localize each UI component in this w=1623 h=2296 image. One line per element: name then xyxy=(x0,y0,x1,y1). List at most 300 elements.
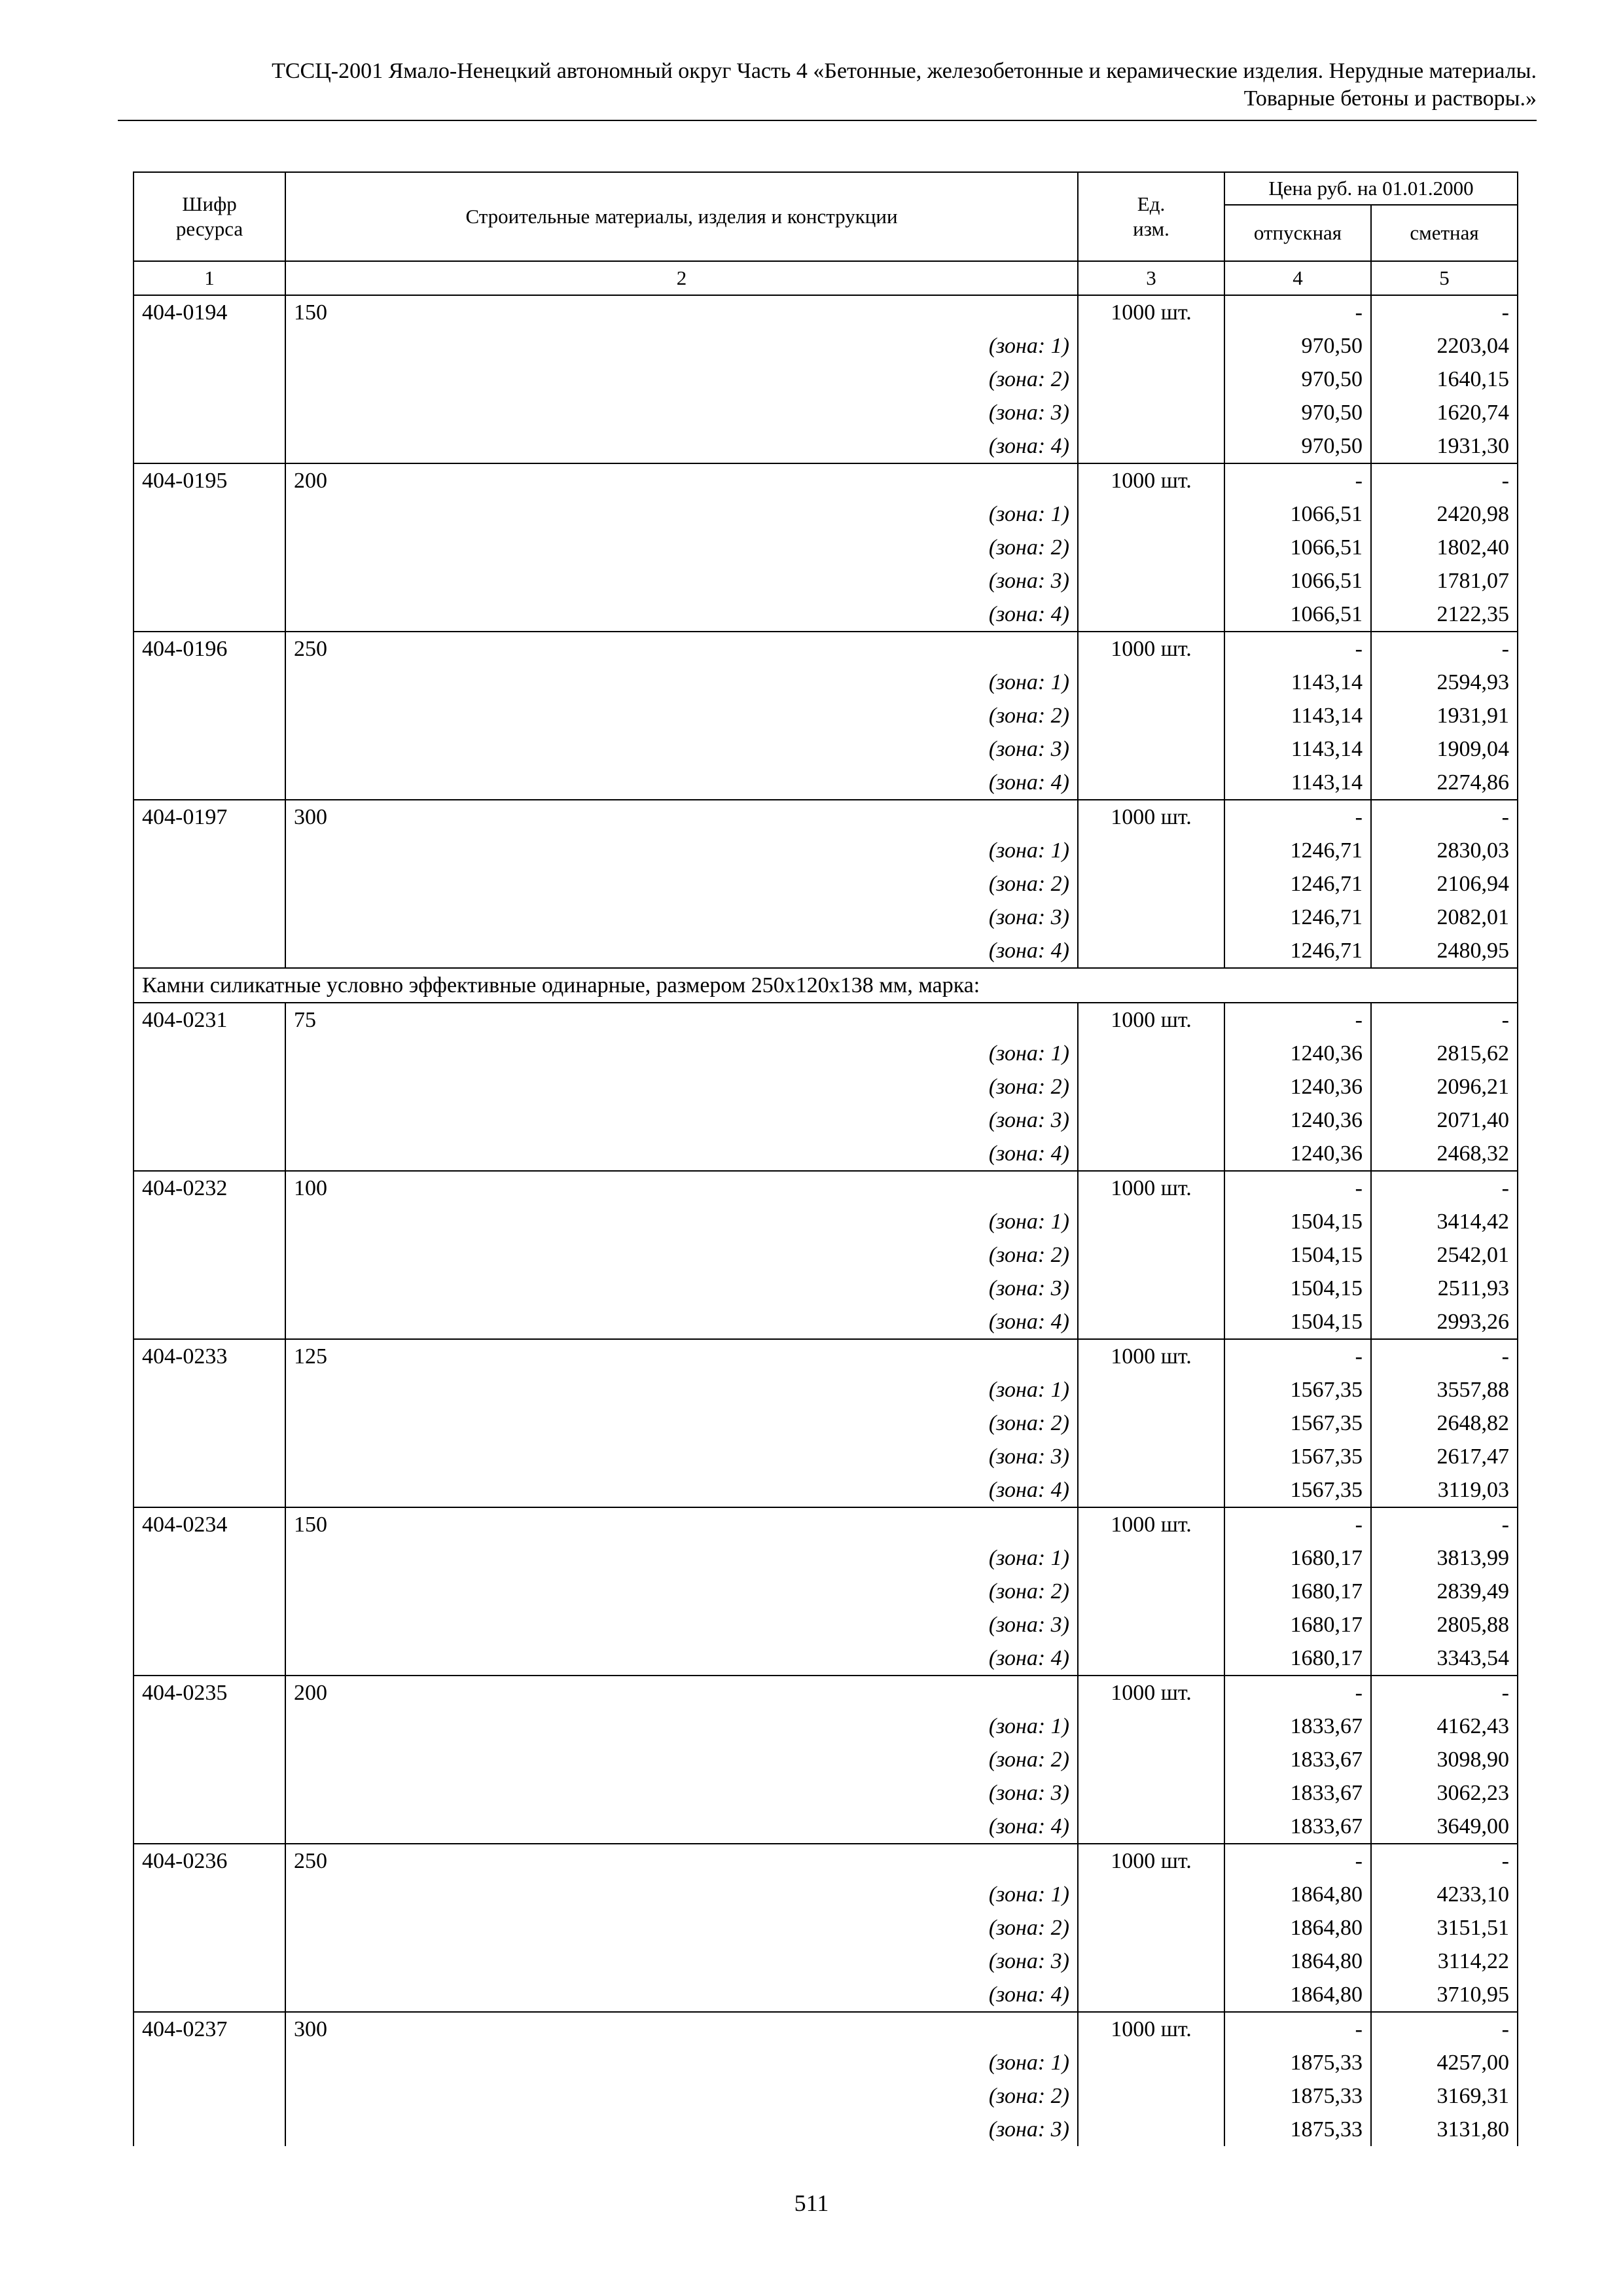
zone-release-price: 1680,17 xyxy=(1224,1641,1371,1676)
release-price: - xyxy=(1224,463,1371,497)
zone-release-price: 1567,35 xyxy=(1224,1440,1371,1473)
zone-row xyxy=(134,429,1518,463)
header-line-1: ТССЦ-2001 Ямало-Ненецкий автономный округ Часть 4 «Бетонные, железобетонные и керамические изделия. Нерудные материалы. xyxy=(272,59,1537,83)
table-row xyxy=(134,1507,1518,1541)
material-name: 200 xyxy=(285,463,1078,497)
zone-label: (зона: 4) xyxy=(285,934,1078,968)
empty-code-cell xyxy=(134,1911,285,1945)
empty-unit-cell xyxy=(1078,497,1224,531)
estimate-price: - xyxy=(1371,463,1518,497)
zone-estimate-price: 2480,95 xyxy=(1371,934,1518,968)
empty-unit-cell xyxy=(1078,564,1224,598)
zone-row xyxy=(134,1373,1518,1407)
zone-release-price: 1143,14 xyxy=(1224,766,1371,800)
empty-unit-cell xyxy=(1078,699,1224,732)
empty-code-cell xyxy=(134,901,285,934)
col-header-unit-line1: Ед. xyxy=(1137,192,1166,215)
unit-of-measure: 1000 шт. xyxy=(1078,1003,1224,1037)
unit-of-measure: 1000 шт. xyxy=(1078,2012,1224,2046)
empty-code-cell xyxy=(134,834,285,867)
zone-release-price: 1240,36 xyxy=(1224,1103,1371,1137)
table-row xyxy=(134,2012,1518,2046)
zone-label: (зона: 3) xyxy=(285,1272,1078,1305)
zone-row xyxy=(134,1103,1518,1137)
estimate-price: - xyxy=(1371,632,1518,666)
empty-unit-cell xyxy=(1078,396,1224,429)
empty-unit-cell xyxy=(1078,2113,1224,2146)
material-name: 75 xyxy=(285,1003,1078,1037)
col-header-release-price: отпускная xyxy=(1224,205,1371,261)
zone-estimate-price: 2511,93 xyxy=(1371,1272,1518,1305)
zone-estimate-price: 2274,86 xyxy=(1371,766,1518,800)
zone-label: (зона: 2) xyxy=(285,363,1078,396)
empty-unit-cell xyxy=(1078,1272,1224,1305)
zone-estimate-price: 1909,04 xyxy=(1371,732,1518,766)
zone-estimate-price: 2106,94 xyxy=(1371,867,1518,901)
empty-unit-cell xyxy=(1078,363,1224,396)
resource-code: 404-0231 xyxy=(134,1003,285,1037)
col-header-unit-line2: изм. xyxy=(1133,217,1169,240)
resource-code: 404-0194 xyxy=(134,295,285,329)
empty-code-cell xyxy=(134,1238,285,1272)
zone-estimate-price: 2617,47 xyxy=(1371,1440,1518,1473)
empty-unit-cell xyxy=(1078,666,1224,699)
zone-row xyxy=(134,1575,1518,1608)
empty-unit-cell xyxy=(1078,1776,1224,1810)
material-name: 250 xyxy=(285,632,1078,666)
empty-unit-cell xyxy=(1078,867,1224,901)
zone-label: (зона: 1) xyxy=(285,1205,1078,1238)
zone-label: (зона: 3) xyxy=(285,1608,1078,1641)
empty-unit-cell xyxy=(1078,1575,1224,1608)
zone-row xyxy=(134,531,1518,564)
empty-unit-cell xyxy=(1078,1205,1224,1238)
zone-release-price: 1066,51 xyxy=(1224,564,1371,598)
empty-code-cell xyxy=(134,329,285,363)
zone-estimate-price: 2542,01 xyxy=(1371,1238,1518,1272)
release-price: - xyxy=(1224,800,1371,834)
empty-code-cell xyxy=(134,1878,285,1911)
zone-release-price: 1504,15 xyxy=(1224,1205,1371,1238)
release-price: - xyxy=(1224,1676,1371,1710)
empty-unit-cell xyxy=(1078,901,1224,934)
zone-label: (зона: 1) xyxy=(285,329,1078,363)
empty-unit-cell xyxy=(1078,1878,1224,1911)
empty-code-cell xyxy=(134,1710,285,1743)
zone-label: (зона: 3) xyxy=(285,2113,1078,2146)
empty-code-cell xyxy=(134,766,285,800)
unit-of-measure: 1000 шт. xyxy=(1078,463,1224,497)
table-row xyxy=(134,295,1518,329)
material-name: 300 xyxy=(285,800,1078,834)
table-row xyxy=(134,1339,1518,1373)
zone-estimate-price: 3813,99 xyxy=(1371,1541,1518,1575)
release-price: - xyxy=(1224,1003,1371,1037)
estimate-price: - xyxy=(1371,1171,1518,1205)
zone-estimate-price: 3131,80 xyxy=(1371,2113,1518,2146)
zone-row xyxy=(134,699,1518,732)
zone-estimate-price: 3098,90 xyxy=(1371,1743,1518,1776)
zone-row xyxy=(134,564,1518,598)
unit-of-measure: 1000 шт. xyxy=(1078,800,1224,834)
unit-of-measure: 1000 шт. xyxy=(1078,1844,1224,1878)
empty-unit-cell xyxy=(1078,732,1224,766)
zone-row xyxy=(134,1978,1518,2012)
zone-row xyxy=(134,1878,1518,1911)
zone-release-price: 1143,14 xyxy=(1224,666,1371,699)
zone-row xyxy=(134,1776,1518,1810)
zone-release-price: 1864,80 xyxy=(1224,1945,1371,1978)
zone-release-price: 1864,80 xyxy=(1224,1911,1371,1945)
empty-unit-cell xyxy=(1078,1407,1224,1440)
release-price: - xyxy=(1224,632,1371,666)
empty-code-cell xyxy=(134,1575,285,1608)
zone-label: (зона: 1) xyxy=(285,1710,1078,1743)
zone-release-price: 1833,67 xyxy=(1224,1710,1371,1743)
resource-code: 404-0234 xyxy=(134,1507,285,1541)
col-header-code-line1: Шифр xyxy=(182,192,237,215)
material-name: 125 xyxy=(285,1339,1078,1373)
material-name: 300 xyxy=(285,2012,1078,2046)
zone-estimate-price: 2805,88 xyxy=(1371,1608,1518,1641)
release-price: - xyxy=(1224,1844,1371,1878)
zone-label: (зона: 2) xyxy=(285,1911,1078,1945)
table-body-group-a xyxy=(134,295,1518,968)
zone-row xyxy=(134,1608,1518,1641)
empty-code-cell xyxy=(134,1541,285,1575)
resource-code: 404-0237 xyxy=(134,2012,285,2046)
zone-estimate-price: 1931,30 xyxy=(1371,429,1518,463)
table-row xyxy=(134,632,1518,666)
zone-label: (зона: 4) xyxy=(285,598,1078,632)
zone-estimate-price: 3557,88 xyxy=(1371,1373,1518,1407)
empty-code-cell xyxy=(134,1608,285,1641)
col-number-1: 1 xyxy=(134,261,285,295)
zone-label: (зона: 1) xyxy=(285,1037,1078,1070)
empty-code-cell xyxy=(134,1373,285,1407)
section-heading: Камни силикатные условно эффективные одинарные, размером 250х120х138 мм, марка: xyxy=(134,968,1518,1003)
empty-code-cell xyxy=(134,1440,285,1473)
empty-code-cell xyxy=(134,1272,285,1305)
zone-row xyxy=(134,598,1518,632)
empty-unit-cell xyxy=(1078,1945,1224,1978)
zone-row xyxy=(134,834,1518,867)
zone-label: (зона: 4) xyxy=(285,1305,1078,1339)
empty-code-cell xyxy=(134,1641,285,1676)
price-table xyxy=(133,171,1518,2146)
col-header-estimate-price: сметная xyxy=(1371,205,1518,261)
estimate-price: - xyxy=(1371,1844,1518,1878)
empty-code-cell xyxy=(134,1810,285,1844)
empty-unit-cell xyxy=(1078,2079,1224,2113)
col-number-2: 2 xyxy=(285,261,1078,295)
zone-estimate-price: 3710,95 xyxy=(1371,1978,1518,2012)
zone-release-price: 1066,51 xyxy=(1224,531,1371,564)
material-name: 150 xyxy=(285,295,1078,329)
empty-code-cell xyxy=(134,429,285,463)
page-number: 511 xyxy=(794,2190,829,2216)
zone-release-price: 1504,15 xyxy=(1224,1238,1371,1272)
zone-estimate-price: 2648,82 xyxy=(1371,1407,1518,1440)
zone-row xyxy=(134,732,1518,766)
zone-label: (зона: 1) xyxy=(285,834,1078,867)
zone-estimate-price: 2203,04 xyxy=(1371,329,1518,363)
col-header-name: Строительные материалы, изделия и конструкции xyxy=(285,172,1078,261)
zone-release-price: 1066,51 xyxy=(1224,598,1371,632)
zone-row xyxy=(134,1407,1518,1440)
empty-unit-cell xyxy=(1078,598,1224,632)
zone-release-price: 1875,33 xyxy=(1224,2079,1371,2113)
zone-estimate-price: 1640,15 xyxy=(1371,363,1518,396)
empty-unit-cell xyxy=(1078,766,1224,800)
zone-label: (зона: 3) xyxy=(285,1945,1078,1978)
empty-unit-cell xyxy=(1078,1608,1224,1641)
table-row xyxy=(134,463,1518,497)
zone-release-price: 1240,36 xyxy=(1224,1137,1371,1171)
zone-release-price: 1240,36 xyxy=(1224,1037,1371,1070)
table-row xyxy=(134,1003,1518,1037)
resource-code: 404-0236 xyxy=(134,1844,285,1878)
release-price: - xyxy=(1224,1339,1371,1373)
zone-label: (зона: 2) xyxy=(285,1575,1078,1608)
empty-unit-cell xyxy=(1078,1305,1224,1339)
empty-code-cell xyxy=(134,867,285,901)
unit-of-measure: 1000 шт. xyxy=(1078,1676,1224,1710)
zone-estimate-price: 4162,43 xyxy=(1371,1710,1518,1743)
zone-label: (зона: 3) xyxy=(285,564,1078,598)
empty-unit-cell xyxy=(1078,1710,1224,1743)
zone-release-price: 1864,80 xyxy=(1224,1978,1371,2012)
release-price: - xyxy=(1224,1507,1371,1541)
empty-code-cell xyxy=(134,1978,285,2012)
zone-estimate-price: 2122,35 xyxy=(1371,598,1518,632)
zone-label: (зона: 4) xyxy=(285,1137,1078,1171)
unit-of-measure: 1000 шт. xyxy=(1078,1339,1224,1373)
zone-estimate-price: 1802,40 xyxy=(1371,531,1518,564)
zone-row xyxy=(134,1070,1518,1103)
empty-unit-cell xyxy=(1078,934,1224,968)
zone-row xyxy=(134,2079,1518,2113)
resource-code: 404-0235 xyxy=(134,1676,285,1710)
zone-label: (зона: 2) xyxy=(285,1743,1078,1776)
empty-code-cell xyxy=(134,598,285,632)
zone-row xyxy=(134,329,1518,363)
empty-unit-cell xyxy=(1078,531,1224,564)
zone-estimate-price: 2420,98 xyxy=(1371,497,1518,531)
empty-unit-cell xyxy=(1078,1440,1224,1473)
empty-code-cell xyxy=(134,1070,285,1103)
zone-estimate-price: 2082,01 xyxy=(1371,901,1518,934)
table-row xyxy=(134,1676,1518,1710)
zone-row xyxy=(134,1911,1518,1945)
zone-release-price: 1680,17 xyxy=(1224,1608,1371,1641)
zone-label: (зона: 3) xyxy=(285,1776,1078,1810)
zone-estimate-price: 3649,00 xyxy=(1371,1810,1518,1844)
zone-release-price: 1240,36 xyxy=(1224,1070,1371,1103)
material-name: 150 xyxy=(285,1507,1078,1541)
zone-estimate-price: 2815,62 xyxy=(1371,1037,1518,1070)
zone-estimate-price: 3114,22 xyxy=(1371,1945,1518,1978)
zone-release-price: 1875,33 xyxy=(1224,2113,1371,2146)
zone-label: (зона: 4) xyxy=(285,429,1078,463)
zone-label: (зона: 3) xyxy=(285,732,1078,766)
zone-estimate-price: 3169,31 xyxy=(1371,2079,1518,2113)
zone-release-price: 970,50 xyxy=(1224,396,1371,429)
unit-of-measure: 1000 шт. xyxy=(1078,632,1224,666)
unit-of-measure: 1000 шт. xyxy=(1078,1507,1224,1541)
estimate-price: - xyxy=(1371,800,1518,834)
zone-label: (зона: 4) xyxy=(285,1978,1078,2012)
resource-code: 404-0233 xyxy=(134,1339,285,1373)
zone-label: (зона: 2) xyxy=(285,867,1078,901)
zone-label: (зона: 4) xyxy=(285,1810,1078,1844)
zone-estimate-price: 2993,26 xyxy=(1371,1305,1518,1339)
empty-code-cell xyxy=(134,2046,285,2079)
zone-release-price: 1833,67 xyxy=(1224,1743,1371,1776)
zone-label: (зона: 2) xyxy=(285,1070,1078,1103)
zone-release-price: 1875,33 xyxy=(1224,2046,1371,2079)
col-header-code xyxy=(134,172,285,261)
material-name: 200 xyxy=(285,1676,1078,1710)
material-name: 250 xyxy=(285,1844,1078,1878)
zone-label: (зона: 2) xyxy=(285,1238,1078,1272)
empty-unit-cell xyxy=(1078,1810,1224,1844)
col-number-5: 5 xyxy=(1371,261,1518,295)
zone-row xyxy=(134,1710,1518,1743)
table-row xyxy=(134,1171,1518,1205)
empty-code-cell xyxy=(134,1205,285,1238)
zone-row xyxy=(134,2113,1518,2146)
zone-estimate-price: 3343,54 xyxy=(1371,1641,1518,1676)
zone-estimate-price: 3414,42 xyxy=(1371,1205,1518,1238)
zone-row xyxy=(134,1137,1518,1171)
empty-code-cell xyxy=(134,396,285,429)
empty-unit-cell xyxy=(1078,2046,1224,2079)
zone-release-price: 1246,71 xyxy=(1224,834,1371,867)
zone-row xyxy=(134,867,1518,901)
empty-unit-cell xyxy=(1078,1473,1224,1507)
zone-release-price: 970,50 xyxy=(1224,363,1371,396)
empty-unit-cell xyxy=(1078,834,1224,867)
zone-label: (зона: 3) xyxy=(285,1440,1078,1473)
zone-release-price: 1864,80 xyxy=(1224,1878,1371,1911)
estimate-price: - xyxy=(1371,1339,1518,1373)
release-price: - xyxy=(1224,1171,1371,1205)
zone-label: (зона: 3) xyxy=(285,1103,1078,1137)
resource-code: 404-0232 xyxy=(134,1171,285,1205)
empty-code-cell xyxy=(134,1103,285,1137)
empty-code-cell xyxy=(134,699,285,732)
zone-release-price: 1246,71 xyxy=(1224,934,1371,968)
zone-row xyxy=(134,1037,1518,1070)
zone-release-price: 1246,71 xyxy=(1224,867,1371,901)
empty-unit-cell xyxy=(1078,1641,1224,1676)
zone-estimate-price: 1781,07 xyxy=(1371,564,1518,598)
empty-code-cell xyxy=(134,1407,285,1440)
material-name: 100 xyxy=(285,1171,1078,1205)
zone-release-price: 970,50 xyxy=(1224,329,1371,363)
zone-release-price: 1567,35 xyxy=(1224,1373,1371,1407)
empty-code-cell xyxy=(134,1743,285,1776)
empty-code-cell xyxy=(134,666,285,699)
empty-code-cell xyxy=(134,497,285,531)
empty-code-cell xyxy=(134,732,285,766)
zone-release-price: 1680,17 xyxy=(1224,1575,1371,1608)
empty-unit-cell xyxy=(1078,1238,1224,1272)
resource-code: 404-0197 xyxy=(134,800,285,834)
empty-code-cell xyxy=(134,1945,285,1978)
estimate-price: - xyxy=(1371,1507,1518,1541)
empty-unit-cell xyxy=(1078,1373,1224,1407)
empty-unit-cell xyxy=(1078,1137,1224,1171)
zone-row xyxy=(134,396,1518,429)
empty-code-cell xyxy=(134,1037,285,1070)
zone-row xyxy=(134,901,1518,934)
estimate-price: - xyxy=(1371,1003,1518,1037)
zone-release-price: 1246,71 xyxy=(1224,901,1371,934)
zone-release-price: 1833,67 xyxy=(1224,1776,1371,1810)
estimate-price: - xyxy=(1371,1676,1518,1710)
zone-label: (зона: 1) xyxy=(285,2046,1078,2079)
empty-code-cell xyxy=(134,2113,285,2146)
zone-label: (зона: 3) xyxy=(285,901,1078,934)
zone-row xyxy=(134,1305,1518,1339)
zone-label: (зона: 1) xyxy=(285,666,1078,699)
zone-label: (зона: 2) xyxy=(285,1407,1078,1440)
zone-estimate-price: 2839,49 xyxy=(1371,1575,1518,1608)
zone-label: (зона: 4) xyxy=(285,1641,1078,1676)
col-header-unit xyxy=(1078,172,1224,261)
empty-code-cell xyxy=(134,934,285,968)
zone-label: (зона: 2) xyxy=(285,2079,1078,2113)
empty-unit-cell xyxy=(1078,1978,1224,2012)
zone-estimate-price: 3151,51 xyxy=(1371,1911,1518,1945)
zone-estimate-price: 3119,03 xyxy=(1371,1473,1518,1507)
zone-estimate-price: 4257,00 xyxy=(1371,2046,1518,2079)
zone-estimate-price: 2096,21 xyxy=(1371,1070,1518,1103)
zone-estimate-price: 1620,74 xyxy=(1371,396,1518,429)
zone-row xyxy=(134,1641,1518,1676)
header-rule xyxy=(118,120,1537,121)
zone-release-price: 1833,67 xyxy=(1224,1810,1371,1844)
estimate-price: - xyxy=(1371,295,1518,329)
empty-unit-cell xyxy=(1078,1541,1224,1575)
zone-row xyxy=(134,1440,1518,1473)
zone-release-price: 1567,35 xyxy=(1224,1407,1371,1440)
zone-label: (зона: 2) xyxy=(285,699,1078,732)
zone-row xyxy=(134,1238,1518,1272)
zone-row xyxy=(134,666,1518,699)
zone-label: (зона: 4) xyxy=(285,1473,1078,1507)
zone-row xyxy=(134,1541,1518,1575)
zone-estimate-price: 3062,23 xyxy=(1371,1776,1518,1810)
zone-label: (зона: 3) xyxy=(285,396,1078,429)
empty-unit-cell xyxy=(1078,1743,1224,1776)
empty-unit-cell xyxy=(1078,1070,1224,1103)
zone-release-price: 1143,14 xyxy=(1224,699,1371,732)
empty-code-cell xyxy=(134,531,285,564)
release-price: - xyxy=(1224,2012,1371,2046)
empty-code-cell xyxy=(134,1473,285,1507)
release-price: - xyxy=(1224,295,1371,329)
empty-code-cell xyxy=(134,2079,285,2113)
empty-code-cell xyxy=(134,363,285,396)
header-line-2: Товарные бетоны и растворы.» xyxy=(1243,86,1537,111)
zone-estimate-price: 2594,93 xyxy=(1371,666,1518,699)
zone-row xyxy=(134,363,1518,396)
zone-row xyxy=(134,1205,1518,1238)
zone-release-price: 1143,14 xyxy=(1224,732,1371,766)
